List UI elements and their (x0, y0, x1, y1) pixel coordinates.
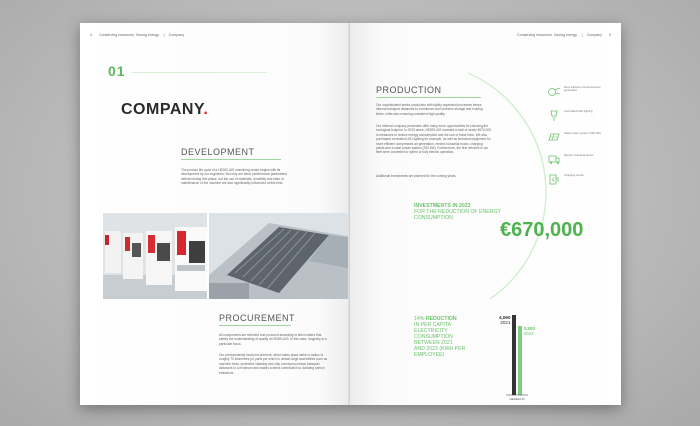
value-label-2021: 4,060 (499, 315, 511, 320)
machining-centres-photo (103, 213, 207, 299)
development-rule (181, 159, 281, 160)
procurement-rule (219, 325, 291, 326)
icon-row-solar-power (547, 131, 601, 145)
chart-baseline-label: HEDELIUS (509, 397, 525, 401)
investments-label (414, 203, 504, 221)
solar-power-icon (547, 131, 561, 143)
chapter-number: 01 (108, 63, 126, 79)
reduction-line-2: ELECTRICITY (414, 328, 448, 334)
investments-value: €670,000 (500, 219, 584, 241)
right-page (350, 23, 621, 405)
tick-label-2023: 2023 (523, 331, 534, 337)
value-label-2023: 3,500 (523, 326, 535, 332)
tick-label-2021: 2021 (500, 320, 511, 325)
led-lighting-icon (547, 109, 561, 121)
solar-power-label: Solar power system (330 kW) (564, 131, 601, 135)
compressed-air-icon (547, 85, 561, 97)
reduction-bold: REDUCTION (425, 316, 457, 322)
right-header-text: Conserving resources. Saving energy. (517, 33, 578, 37)
bar-2021 (512, 315, 516, 395)
factory-roof-photo (209, 213, 350, 299)
icon-row-charging-point (547, 173, 601, 187)
production-text-1: Our sophisticated series production with tightly organised processes keeps internal transport distances to a minimum and shortens storage and holding times, while also ensuring consistent high quality. (376, 103, 483, 116)
reduction-label (414, 316, 494, 358)
left-header-section: Company (168, 33, 184, 37)
investments-label-bold: INVESTMENTS IN 2023 (414, 203, 471, 209)
production-rule (376, 97, 481, 98)
chapter-title-text: COMPANY (121, 101, 204, 118)
left-page (80, 23, 350, 405)
brochure-spread (80, 23, 621, 405)
chapter-title (121, 101, 208, 119)
right-page-header: Conserving resources. Saving energy. | Company 5 (517, 33, 611, 37)
led-lighting-label: Controlled LED lighting (564, 109, 593, 113)
investments-label-rest: FOR THE REDUCTION OF ENERGY CONSUMPTION (414, 209, 501, 221)
reduction-line-5: AND 2023 (KWH PER (414, 346, 466, 352)
reduction-pct: 14% (414, 316, 425, 322)
reduction-line-6: EMPLOYEE) (414, 352, 445, 358)
compressed-air-label: More efficient compressed air generation (564, 85, 601, 93)
reduction-line-3: CONSUMPTION (414, 334, 453, 340)
icon-row-led-lighting (547, 109, 601, 123)
electric-truck-icon (547, 153, 561, 165)
left-page-number: 4 (90, 33, 92, 37)
procurement-text-1: All components are selected and procured according to strict criteria that satisfy the understanding of quality at HEDELIUS. In this case, longevity is a particular focus. (219, 333, 327, 346)
right-page-number: 5 (609, 33, 611, 37)
chapter-rule (132, 72, 267, 73)
production-heading: PRODUCTION (376, 85, 442, 95)
reduction-line-4: BETWEEN 2021 (414, 340, 453, 346)
production-text-3: Additional investments are planned for the coming years. (376, 174, 457, 178)
procurement-heading: PROCUREMENT (219, 313, 296, 323)
production-text-2: Our internal company processes offer many more opportunities for reducing the ecological footprint. In 2023 alone, HEDELIUS invested a total of nearly €670,000 in measures to reduce energy consumption and the use of fossil fuels. We also purchased controlled LED lighting for example, as well as technical equipment for more efficient compressed air generation, electric industrial trucks, charging points and a solar power system (330 kW). Furthermore, the first vehicles in our fleet were converted to hybrid or fully electric operation. (376, 124, 492, 155)
charging-point-icon (547, 173, 561, 185)
left-page-header: 4 Conserving resources. Saving energy. | Company (90, 33, 184, 37)
factory-roof-illustration (209, 213, 350, 299)
icon-row-compressed-air (547, 85, 601, 99)
development-text: The product life cycle of a HEDELIUS machining centre begins with its development by our engineers: Not only are basic performance parameters defined during this phase, but the use of materials, durability and ease of maintenance of the machine are also significantly influenced at this time. (181, 168, 287, 186)
right-header-section: Company (586, 33, 602, 37)
electric-truck-label: Electric industrial trucks (564, 153, 594, 157)
procurement-text-2: Our predominantly local procurement, which takes place within a radius of roughly 70 kilometres (or parts per which in certain large assemblies such as machine beds, protective cladding and chip conveyors) keeps transport distances to a minimum and makes a direct contribution to avoiding carbon emissions. (219, 353, 328, 375)
left-header-text: Conserving resources. Saving energy. (99, 33, 160, 37)
reduction-line-1: IN PER CAPITA (414, 322, 452, 328)
bar-2023 (518, 326, 522, 395)
chapter-title-dot: . (203, 101, 209, 118)
icon-row-electric-truck (547, 153, 601, 167)
machining-centres-illustration (103, 213, 207, 299)
charging-point-label: Charging points (564, 173, 584, 177)
electricity-bar-chart (488, 303, 548, 403)
development-heading: DEVELOPMENT (181, 147, 255, 157)
